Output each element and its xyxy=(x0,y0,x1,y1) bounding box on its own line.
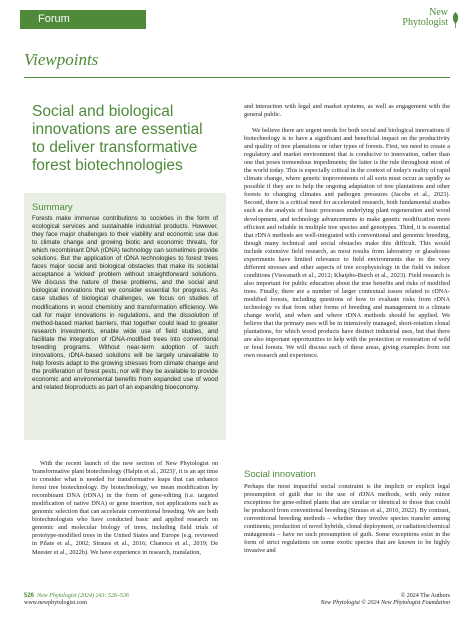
summary-heading: Summary xyxy=(32,202,73,213)
logo-line-1: New xyxy=(429,7,448,18)
journal-website-link[interactable]: www.newphytologist.com xyxy=(24,600,87,606)
header-rule xyxy=(24,77,450,78)
body-paragraph-right-1: and interaction with legal and market systems, as well as engagement with the general public. xyxy=(244,103,450,119)
summary-text: Forests make immense contributions to societies in the form of ecological services and sustainable industrial products. However, they face major challenges to their viability and economic use due to climate change and growing biotic and economic threats, for which recombinant DNA (rDNA) technology can sometimes provide solutions. But the application of rDNA technologies to forest trees faces major social and biological obstacles that make its societal acceptance a 'wicked' problem without straightforward solutions. We discuss the nature of these problems, and the social and biological innovations that we consider essential for progress. As case studies of biological challenges, we focus on studies of modifications in wood chemistry and transformation efficiency. We call for major innovations in regulations, and the dissolution of method-based market barriers, that together could lead to greater research investments, enable wide use of field studies, and facilitate the integration of rDNA-modified trees into conventional breeding programs. Without near-term adoption of such innovations, rDNA-based solutions will be largely unavailable to help forests adapt to the growing stresses from climate change and the proliferation of forest pests, nor will they be available to provide economic and environmental benefits from expanded use of wood and related bioproducts as part of an expanding bioeconomy. xyxy=(32,215,218,391)
journal-citation: New Phytologist (2024) 243: 526–536 xyxy=(37,593,130,599)
body-paragraph-right-3: Perhaps the most impactful social constraint is the implicit or explicit legal presumption of guilt due to the use of rDNA methods, with only minor exceptions for gene-edited plants that are similar or identical to those that could be produced from conventional breeding (Strauss et al., 2010, 2022). By contrast, conventional breeding methods – whether they involve species transfer among continents, production of novel hybrids, clonal deployment, or radiation/chemical mutagenesis – have no such presumption of guilt. Some exceptions exist in the form of strict regulations on some exotic species that are known to be highly invasive and xyxy=(244,483,450,555)
copyright-authors: © 2024 The Authors xyxy=(400,593,450,599)
body-paragraph-left: With the recent launch of the new section of New Phytologist on 'transformative plant biotechnology (Halpin et al., 2023)', it is an apt time to consider what is needed for transformative leaps that can enhance forest tree biotechnology. By biotechnology, we mean modification by recombinant DNA (rDNA) in the form of gene-editing (i.e. targeted modification of native DNA) or gene insertion, not applications such as genomic selection that can accelerate conventional breeding. We are both biotechnologists who have conducted basic and applied research on genomic and molecular biology of trees, including field trials of prototype-modified trees in the United States and Europe (e.g. reviewed in Pilate et al., 2002; Strauss et al., 2016; Chanoca et al., 2019; De Meester et al., 2022b). We have experience in research, translation, xyxy=(32,460,218,556)
body-paragraph-right-2: We believe there are urgent needs for both social and biological innovations if biotechnology is to have a significant and beneficial impact on the productivity and quality of tree plantations or other types of forests. First, we need to create a regulatory and market environment that is conducive to innovation, rather than one that poses tremendous impediments; the latter is the rule throughout most of the world today. This is especially critical in the context of today's reality of rapid climate change, where genetic improvements of all sorts must occur as rapidly as possible if they are to help the ongoing adaptation of tree plantations and other forests to changing climates and pathogen pressures (Jacobs et al., 2023). Second, there is a critical need for accelerated research, both fundamental studies such as the analysis of basic processes underlying plant regeneration and wood development, and technology advancements to make genetic modification more efficient and reliable in multiple tree species and genotypes. Third, it is essential that rDNA methods are well-integrated with conventional and genomic breeding, though many technical and social obstacles make this difficult. This would include extensive field research, as most results from laboratory or glasshouse experiments have limited relevance to field environments due to the very different stresses and other aspects of tree ecophysiology in the field vs indoor conditions (Viswanath et al., 2012; Khaipho-Burch et al., 2023). Field research is also important for public education about the true benefits and risks of modified trees. Finally, there are a number of larger contextual issues related to rDNA-modified forests, including questions of how to evaluate risks from rDNA technology vs that from other forms of breeding and management in a climate change world, and when and where rDNA methods should be applied. We believe that the primary uses will be in intensively managed, short-rotation clonal plantations, for which wood products have distinct industrial uses, but that there are also important opportunities to help with the protection or restoration of wild or feral forests. We will discuss each of these areas, giving examples from our own research and experience. xyxy=(244,127,450,360)
journal-logo xyxy=(402,8,448,28)
footer-right xyxy=(320,593,450,607)
footer-left xyxy=(24,593,129,607)
page-number: 526 xyxy=(24,593,35,599)
copyright-foundation: New Phytologist © 2024 New Phytologist Foundation xyxy=(320,600,450,606)
article-title: Social and biological innovations are essential to deliver transformative forest biotechnologies xyxy=(32,103,203,174)
logo-line-2: Phytologist xyxy=(402,17,448,28)
section-title: Viewpoints xyxy=(24,50,99,69)
social-innovation-heading: Social innovation xyxy=(244,469,316,480)
leaf-icon xyxy=(451,12,460,28)
section-tab: Forum xyxy=(20,10,146,29)
